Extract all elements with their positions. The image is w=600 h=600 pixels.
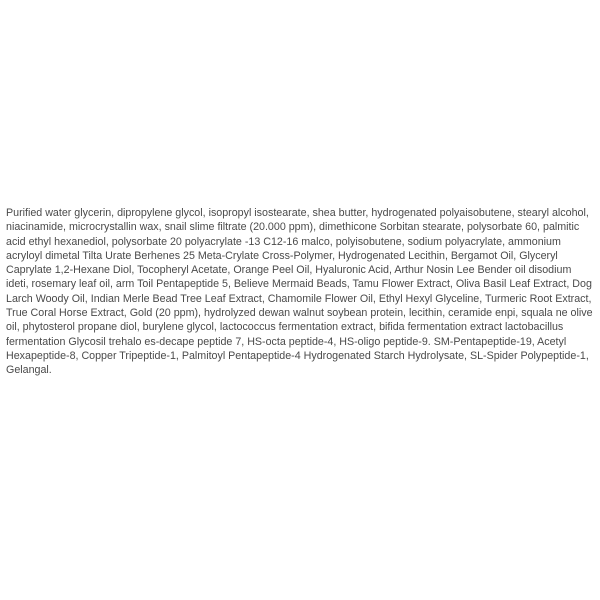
ingredients-list: Purified water glycerin, dipropylene glycol, isopropyl isostearate, shea butter, hydrogenated polyaisobutene, stearyl alcohol, niacinamide, microcrystallin wax, snail slime filtrate (20.000 ppm), dimethicone Sorbitan stearate, polysorbate 60, palmitic acid ethyl hexanediol, polysorbate 20 polyacrylate -13 C12-16 malco, polyisobutene, sodium polyacrylate, ammonium acryloyl dimetal Tilta Urate Berhenes 25 Meta-Crylate Cross-Polymer, Hydrogenated Lecithin, Bergamot Oil, Glyceryl Caprylate 1,2-Hexane Diol, Tocopheryl Acetate, Orange Peel Oil, Hyaluronic Acid, Arthur Nosin Lee Bender oil disodium ideti, rosemary leaf oil, arm Toil Pentapeptide 5, Believe Mermaid Beads, Tamu Flower Extract, Oliva Basil Leaf Extract, Dog Larch Woody Oil, Indian Merle Bead Tree Leaf Extract, Chamomile Flower Oil, Ethyl Hexyl Glyceline, Turmeric Root Extract, True Coral Horse Extract, Gold (20 ppm), hydrolyzed dewan walnut soybean protein, lecithin, ceramide enpi, squala ne olive oil, phytosterol propane diol, burylene glycol, lactococcus fermentation extract, bifida fermentation extract lactobacillus fermentation Glycosil trehalo es-decape peptide 7, HS-octa peptide-4, HS-oligo peptide-9. SM-Pentapeptide-19, Acetyl Hexapeptide-8, Copper Tripeptide-1, Palmitoyl Pentapeptide-4 Hydrogenated Starch Hydrolysate, SL-Spider Polypeptide-1, Gelangal.: [6, 207, 593, 377]
